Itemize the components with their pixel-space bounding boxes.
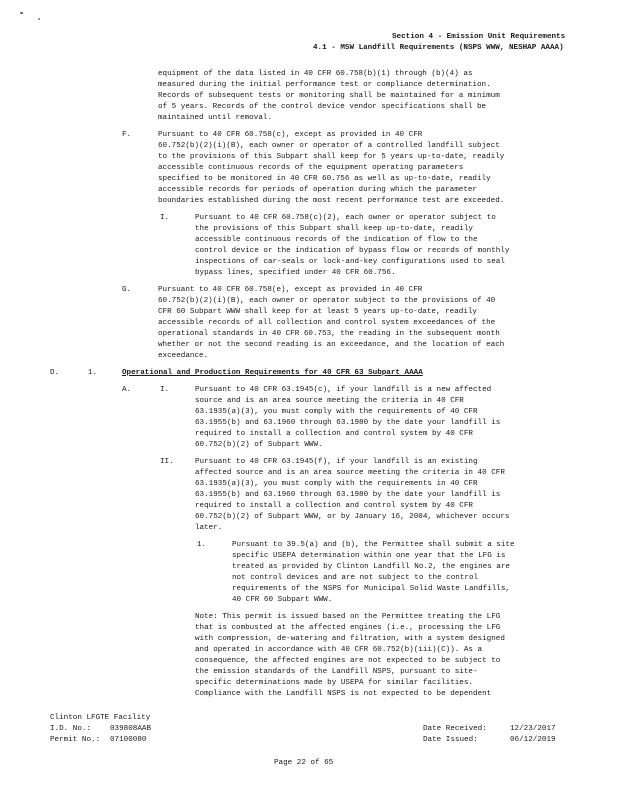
footer-permit-label: Permit No.: bbox=[50, 736, 101, 744]
footer-issued-label: Date Issued: bbox=[423, 736, 478, 744]
text-line: Pursuant to 40 CFR 60.758(c), except as provided in 40 CFR bbox=[158, 131, 423, 139]
text-line: accessible records for periods of operation during which the parameter bbox=[158, 186, 477, 194]
text-line: 60.752(b)(2) of Subpart WWW, or by January 16, 2004, whichever occurs bbox=[195, 513, 510, 521]
text-line: control device or the indication of bypass flow or records of monthly bbox=[195, 247, 510, 255]
text-line: 60.752(b)(2) of Subpart WWW. bbox=[195, 441, 323, 449]
footer-facility: Clinton LFGTE Facility bbox=[50, 714, 151, 722]
text-line: treated as provided by Clinton Landfill No.2, the engines are bbox=[232, 563, 510, 571]
text-line: source and is an area source meeting the criteria in 40 CFR bbox=[195, 397, 464, 405]
note-paragraph bbox=[195, 612, 505, 700]
text-line: whether or not the second reading is an exceedance, and the location of each bbox=[158, 341, 505, 349]
item-g-label: G. bbox=[122, 286, 132, 294]
text-line: later. bbox=[195, 524, 223, 532]
footer-received-label: Date Received: bbox=[423, 725, 487, 733]
scan-speck bbox=[20, 12, 23, 14]
item-f-label: F. bbox=[122, 131, 132, 139]
text-line: Note: This permit is issued based on the Permittee treating the LFG bbox=[195, 613, 501, 621]
text-line: 63.1935(a)(3), you must comply with the requirements of 40 CFR bbox=[195, 408, 478, 416]
text-line: Records of subsequent tests or monitoring shall be maintained for a minimum bbox=[158, 92, 500, 100]
text-line: required to install a collection and control system by 40 CFR bbox=[195, 430, 473, 438]
text-line: affected source and is an area source meeting the criteria in 40 CFR bbox=[195, 469, 505, 477]
item-g-paragraph bbox=[158, 285, 504, 362]
section-header: Section 4 - Emission Unit Requirements bbox=[392, 33, 566, 41]
text-line: bypass lines, specified under 40 CFR 60.756. bbox=[195, 269, 396, 277]
item-a-ii-1-label: 1. bbox=[197, 541, 207, 549]
text-line: the emission standards of the Landfill NSPS, pursuant to site- bbox=[195, 668, 478, 676]
text-line: 40 CFR 60 Subpart WWW. bbox=[232, 596, 333, 604]
subsection-header: 4.1 - MSW Landfill Requirements (NSPS WWW, NESHAP AAAA) bbox=[313, 44, 564, 52]
text-line: Pursuant to 40 CFR 60.758(e), except as provided in 40 CFR bbox=[158, 286, 423, 294]
item-a-ii-1-paragraph bbox=[232, 540, 515, 606]
section-d-title: Operational and Production Requirements for 40 CFR 63 Subpart AAAA bbox=[122, 369, 423, 377]
text-line: specific USEPA determination within one year that the LFG is bbox=[232, 552, 506, 560]
text-line: equipment of the data listed in 40 CFR 60.758(b)(1) through (b)(4) as bbox=[158, 70, 473, 78]
text-line: not control devices and are not subject to the control bbox=[232, 574, 479, 582]
text-line: inspections of car-seals or lock-and-key configurations used to seal bbox=[195, 258, 505, 266]
intro-paragraph bbox=[158, 69, 500, 124]
text-line: Pursuant to 40 CFR 63.1945(c), if your landfill is a new affected bbox=[195, 386, 492, 394]
item-a-i-label: I. bbox=[160, 386, 170, 394]
text-line: the provisions of this Subpart shall keep up-to-date, readily bbox=[195, 225, 473, 233]
text-line: Pursuant to 40 CFR 60.758(c)(2), each owner or operator subject to bbox=[195, 214, 496, 222]
text-line: 60.752(b)(2)(i)(B), each owner or operator subject to the provisions of 40 bbox=[158, 297, 496, 305]
section-d-number: 1. bbox=[88, 369, 98, 377]
text-line: Compliance with the Landfill NSPS is not expected to be dependent bbox=[195, 690, 492, 698]
item-f-i-label: I. bbox=[160, 214, 170, 222]
text-line: 63.1935(a)(3), you must comply with the requirements in 40 CFR bbox=[195, 480, 478, 488]
item-a-label: A. bbox=[122, 386, 132, 394]
section-d-label: D. bbox=[50, 369, 60, 377]
text-line: required to install a collection and control system by 40 CFR bbox=[195, 502, 473, 510]
item-f-i-paragraph bbox=[195, 213, 509, 279]
text-line: specific determinations made by USEPA for similar facilities. bbox=[195, 679, 473, 687]
text-line: accessible continuous records of the equipment operating parameters bbox=[158, 164, 464, 172]
text-line: accessible records of all collection and control system exceedances of the bbox=[158, 319, 496, 327]
text-line: specified to be monitored in 40 CFR 60.756 as well as up-to-date, readily bbox=[158, 175, 491, 183]
text-line: with compression, de-watering and filtration, with a system designed bbox=[195, 635, 505, 643]
footer-id-value: 039808AAB bbox=[110, 725, 152, 733]
text-line: to the provisions of this Subpart shall keep for 5 years up-to-date, readily bbox=[158, 153, 505, 161]
text-line: accessible continuous records of the indication of flow to the bbox=[195, 236, 478, 244]
text-line: 60.752(b)(2)(i)(B), each owner or operator of a controlled landfill subject bbox=[158, 142, 500, 150]
footer-permit-value: 07100080 bbox=[110, 736, 147, 744]
footer-issued-value: 06/12/2019 bbox=[510, 736, 556, 744]
text-line: consequence, the affected engines are not expected to be subject to bbox=[195, 657, 501, 665]
page-number: Page 22 of 65 bbox=[274, 759, 334, 767]
text-line: measured during the initial performance test or compliance determination. bbox=[158, 81, 491, 89]
item-a-ii-label: II. bbox=[160, 458, 174, 466]
text-line: Pursuant to 40 CFR 63.1945(f), if your landfill is an existing bbox=[195, 458, 478, 466]
footer-id-label: I.D. No.: bbox=[50, 725, 92, 733]
text-line: 63.1955(b) and 63.1960 through 63.1980 by the date your landfill is bbox=[195, 419, 501, 427]
text-line: requirements of the NSPS for Municipal Solid Waste Landfills, bbox=[232, 585, 510, 593]
text-line: 63.1955(b) and 63.1960 through 63.1980 by the date your landfill is bbox=[195, 491, 501, 499]
item-a-ii-paragraph bbox=[195, 457, 509, 534]
text-line: and operated in accordance with 40 CFR 60.752(b)(iii)(C)). As a bbox=[195, 646, 483, 654]
text-line: boundaries established during the most recent performance test are exceeded. bbox=[158, 197, 505, 205]
item-a-i-paragraph bbox=[195, 385, 500, 451]
footer-received-value: 12/23/2017 bbox=[510, 725, 556, 733]
scan-speck bbox=[38, 18, 40, 20]
text-line: that is combusted at the affected engines (i.e., processing the LFG bbox=[195, 624, 501, 632]
text-line: CFR 60 Subpart WWW shall keep for at least 5 years up-to-date, readily bbox=[158, 308, 477, 316]
text-line: of 5 years. Records of the control device vendor specifications shall be bbox=[158, 103, 487, 111]
text-line: operational standards in 40 CFR 60.753, the reading in the subsequent month bbox=[158, 330, 500, 338]
text-line: maintained until removal. bbox=[158, 114, 272, 122]
item-f-paragraph bbox=[158, 130, 504, 207]
text-line: exceedance. bbox=[158, 352, 209, 360]
text-line: Pursuant to 39.5(a) and (b), the Permittee shall submit a site bbox=[232, 541, 515, 549]
